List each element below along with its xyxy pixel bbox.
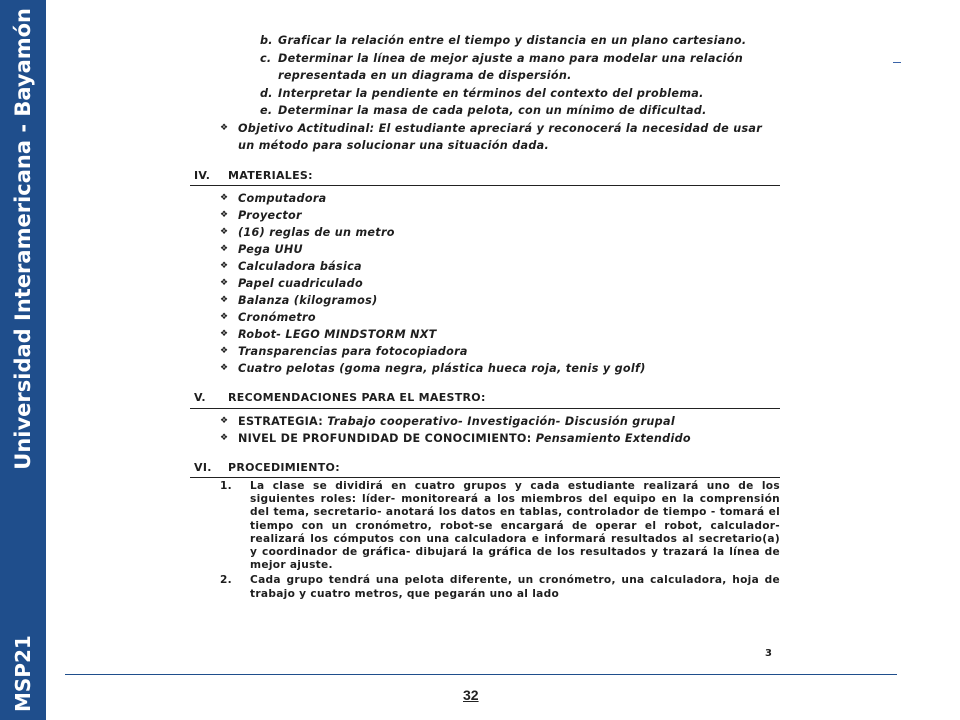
bullet-icon: ❖ bbox=[220, 193, 229, 203]
list-item: ❖ Cuatro pelotas (goma negra, plástica hueca roja, tenis y golf) bbox=[220, 362, 646, 375]
decorative-tick bbox=[893, 62, 901, 63]
list-item: ❖ Balanza (kilogramos) bbox=[220, 294, 378, 307]
bullet-icon: ❖ bbox=[220, 363, 229, 373]
bullet-icon: ❖ bbox=[220, 244, 229, 254]
attitudinal-label: Objetivo Actitudinal: bbox=[238, 121, 375, 135]
procedure-step: 2. Cada grupo tendrá una pelota diferente, un cronómetro, una calculadora, hoja de trabajo y cuatro metros, que pegarán uno al lado bbox=[220, 574, 780, 600]
list-item: ❖ ESTRATEGIA: Trabajo cooperativo- Investigación- Discusión grupal bbox=[220, 414, 675, 428]
list-item: ❖ Cronómetro bbox=[220, 311, 316, 324]
procedure-step: 1. La clase se dividirá en cuatro grupos y cada estudiante realizará uno de los siguientes roles: líder- monitoreará a los miembros del equipo en la comprensión del tema, secretario- anotará los datos en tablas, controlador de tiempo - tomará el tiempo con un cronómetro, robot-se encargará de operar el robot, calculador- realizará los cómputos con una calculadora e informará resultados al secretario(a) y coordinador de gráfica- dibujará la gráfica de los resultados y trazará la línea de mejor ajuste. bbox=[220, 480, 780, 572]
objective-text: Interpretar la pendiente en términos del contexto del problema. bbox=[278, 86, 704, 100]
footer-divider bbox=[65, 674, 897, 675]
objective-text: Graficar la relación entre el tiempo y distancia en un plano cartesiano. bbox=[278, 34, 747, 47]
objective-item: e. Determinar la masa de cada pelota, con un mínimo de dificultad. bbox=[260, 104, 707, 117]
document-page-number: 3 bbox=[765, 648, 772, 659]
bullet-icon: ❖ bbox=[220, 329, 229, 339]
sidebar-banner bbox=[0, 0, 46, 720]
bullet-icon: ❖ bbox=[220, 122, 229, 133]
list-item: ❖ Computadora bbox=[220, 192, 327, 205]
objective-text: Determinar la masa de cada pelota, con un mínimo de dificultad. bbox=[278, 104, 707, 117]
section-heading-recommendations: V. RECOMENDACIONES PARA EL MAESTRO: bbox=[190, 389, 780, 409]
sidebar-brand: MSP21 bbox=[11, 635, 35, 712]
list-item: ❖ NIVEL DE PROFUNDIDAD DE CONOCIMIENTO: Pensamiento Extendido bbox=[220, 431, 691, 445]
bullet-icon: ❖ bbox=[220, 295, 229, 305]
list-item: ❖ (16) reglas de un metro bbox=[220, 226, 395, 239]
list-item: ❖ Transparencias para fotocopiadora bbox=[220, 345, 468, 358]
sidebar-text bbox=[3, 0, 43, 720]
section-heading-materials: IV. MATERIALES: bbox=[190, 167, 780, 187]
bullet-icon: ❖ bbox=[220, 210, 229, 220]
objective-item: b. Graficar la relación entre el tiempo y distancia en un plano cartesiano. bbox=[260, 34, 747, 47]
slide-number: 32 bbox=[463, 687, 479, 703]
recommendations-list bbox=[190, 413, 780, 447]
section-heading-procedure: VI. PROCEDIMIENTO: bbox=[190, 459, 780, 479]
bullet-icon: ❖ bbox=[220, 346, 229, 356]
bullet-icon: ❖ bbox=[220, 312, 229, 322]
list-item: ❖ Proyector bbox=[220, 209, 302, 222]
objective-text: Determinar la línea de mejor ajuste a mano para modelar una relación representada en un diagrama de dispersión. bbox=[278, 51, 744, 82]
bullet-icon: ❖ bbox=[220, 432, 229, 443]
objective-item: c. Determinar la línea de mejor ajuste a mano para modelar una relación representada en un diagrama de dispersión. bbox=[260, 51, 744, 82]
sidebar-university: Universidad Interamericana - Bayamón bbox=[11, 8, 35, 470]
bullet-icon: ❖ bbox=[220, 227, 229, 237]
bullet-icon: ❖ bbox=[220, 415, 229, 426]
objective-attitudinal bbox=[190, 120, 780, 155]
attitudinal-text: El estudiante apreciará y reconocerá la necesidad de usar un método para solucionar una situación dada. bbox=[238, 121, 763, 152]
list-item: ❖ Calculadora básica bbox=[220, 260, 362, 273]
materials-list bbox=[190, 190, 780, 377]
list-item: ❖ Papel cuadriculado bbox=[220, 277, 363, 290]
bullet-icon: ❖ bbox=[220, 278, 229, 288]
bullet-icon: ❖ bbox=[220, 261, 229, 271]
list-item: ❖ Pega UHU bbox=[220, 243, 303, 256]
objective-item: d. Interpretar la pendiente en términos del contexto del problema. bbox=[260, 86, 704, 100]
document-page bbox=[190, 32, 780, 601]
list-item: ❖ Robot- LEGO MINDSTORM NXT bbox=[220, 328, 437, 341]
